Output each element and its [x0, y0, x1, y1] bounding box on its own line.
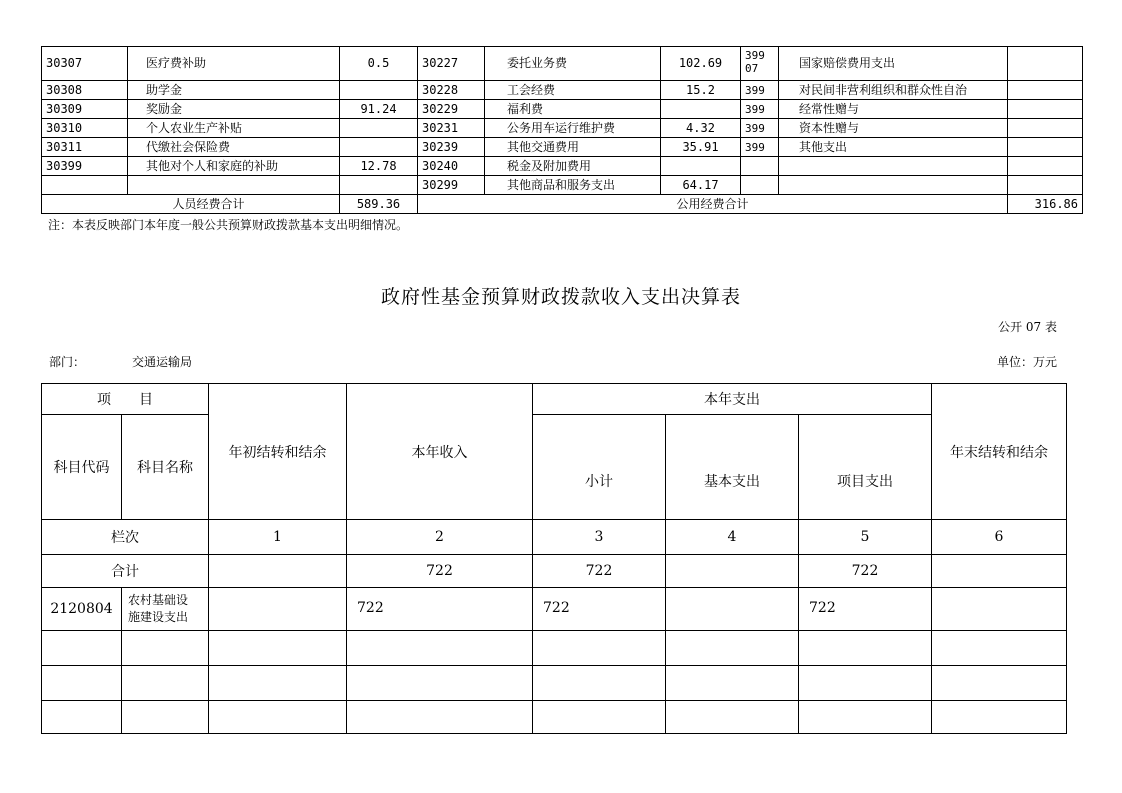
header-project: 项目支出 [799, 415, 932, 520]
header-basic: 基本支出 [666, 415, 799, 520]
public-total-label: 公用经费合计 [418, 195, 1008, 214]
amount-1 [340, 119, 418, 138]
code-3: 399 [741, 138, 779, 157]
name-2: 其他商品和服务支出 [485, 176, 661, 195]
code-2: 30228 [418, 81, 485, 100]
table-note: 注：本表反映部门本年度一般公共预算财政拨款基本支出明细情况。 [48, 218, 409, 232]
amount-2 [661, 100, 741, 119]
totals-row [42, 195, 1083, 214]
name-2: 工会经费 [485, 81, 661, 100]
empty-row [42, 666, 1067, 701]
code-3-clipped: 399 07 [745, 49, 765, 75]
form-number: 公开 07 表 [998, 320, 1057, 334]
header-spend: 本年支出 [533, 384, 932, 415]
code-1: 30308 [42, 81, 128, 100]
header-begin-balance: 年初结转和结余 [209, 384, 347, 520]
name-3 [779, 176, 1008, 195]
amount-3 [1008, 100, 1083, 119]
amount-3 [1008, 81, 1083, 100]
code-2: 30240 [418, 157, 485, 176]
name-1: 奖励金 [128, 100, 340, 119]
code-3: 399 [741, 100, 779, 119]
name-2: 其他交通费用 [485, 138, 661, 157]
name-2: 委托业务费 [485, 47, 661, 81]
amount-3 [1008, 176, 1083, 195]
table-row [42, 138, 1083, 157]
name-3: 对民间非营利组织和群众性自治 [779, 81, 1008, 100]
row-end [932, 588, 1067, 631]
name-1: 其他对个人和家庭的补助 [128, 157, 340, 176]
amount-1 [340, 138, 418, 157]
code-1: 30307 [42, 47, 128, 81]
name-1 [128, 176, 340, 195]
amount-2: 35.91 [661, 138, 741, 157]
amount-2: 4.32 [661, 119, 741, 138]
row-project: 722 [799, 588, 932, 631]
code-2: 30227 [418, 47, 485, 81]
row-name-line-2: 施建设支出 [128, 610, 189, 624]
amount-1: 0.5 [340, 47, 418, 81]
header-row-2 [42, 415, 1067, 520]
header-item: 项 目 [42, 384, 209, 415]
table-row [42, 100, 1083, 119]
amount-1 [340, 176, 418, 195]
amount-1: 12.78 [340, 157, 418, 176]
total-income: 722 [347, 555, 533, 588]
table-row [42, 47, 1083, 81]
amount-3 [1008, 138, 1083, 157]
code-3 [741, 157, 779, 176]
department-value: 交通运输局 [132, 355, 193, 369]
code-2: 30239 [418, 138, 485, 157]
code-3: 399 [741, 81, 779, 100]
name-3 [779, 157, 1008, 176]
name-2: 税金及附加费用 [485, 157, 661, 176]
col-num-5: 5 [799, 520, 932, 555]
code-2: 30299 [418, 176, 485, 195]
row-subtotal: 722 [533, 588, 666, 631]
amount-2: 64.17 [661, 176, 741, 195]
name-1: 助学金 [128, 81, 340, 100]
row-name [122, 588, 209, 631]
column-number-row [42, 520, 1067, 555]
amount-2: 102.69 [661, 47, 741, 81]
name-3: 经常性赠与 [779, 100, 1008, 119]
code-3 [741, 176, 779, 195]
col-num-label: 栏次 [42, 520, 209, 555]
personnel-total-label: 人员经费合计 [42, 195, 340, 214]
amount-2: 15.2 [661, 81, 741, 100]
table-row [42, 81, 1083, 100]
amount-3 [1008, 47, 1083, 81]
header-row-1 [42, 384, 1067, 415]
code-3: 399 [741, 119, 779, 138]
amount-1 [340, 81, 418, 100]
header-income: 本年收入 [347, 384, 533, 520]
row-code: 2120804 [42, 588, 122, 631]
table-row [42, 588, 1067, 631]
code-1: 30310 [42, 119, 128, 138]
row-name-line-1: 农村基础设 [128, 593, 189, 607]
col-num-4: 4 [666, 520, 799, 555]
code-3 [741, 47, 779, 81]
total-end [932, 555, 1067, 588]
fund-budget-table [41, 383, 1067, 734]
code-2: 30231 [418, 119, 485, 138]
amount-3 [1008, 157, 1083, 176]
name-3: 其他支出 [779, 138, 1008, 157]
basic-expenditure-detail-table [41, 46, 1083, 214]
row-begin [209, 588, 347, 631]
col-num-1: 1 [209, 520, 347, 555]
name-1: 个人农业生产补贴 [128, 119, 340, 138]
table-row [42, 176, 1083, 195]
name-3: 资本性赠与 [779, 119, 1008, 138]
page-title: 政府性基金预算财政拨款收入支出决算表 [380, 286, 741, 308]
personnel-total-value: 589.36 [340, 195, 418, 214]
empty-row [42, 631, 1067, 666]
col-num-6: 6 [932, 520, 1067, 555]
name-1: 代缴社会保险费 [128, 138, 340, 157]
total-row [42, 555, 1067, 588]
code-2: 30229 [418, 100, 485, 119]
header-subtotal: 小计 [533, 415, 666, 520]
public-total-value: 316.86 [1008, 195, 1083, 214]
header-name: 科目名称 [122, 415, 209, 520]
col-num-2: 2 [347, 520, 533, 555]
name-1: 医疗费补助 [128, 47, 340, 81]
header-code: 科目代码 [42, 415, 122, 520]
name-3: 国家赔偿费用支出 [779, 47, 1008, 81]
empty-row [42, 701, 1067, 734]
header-end-balance: 年末结转和结余 [932, 384, 1067, 520]
col-num-3: 3 [533, 520, 666, 555]
code-1: 30399 [42, 157, 128, 176]
amount-3 [1008, 119, 1083, 138]
code-1: 30311 [42, 138, 128, 157]
code-1 [42, 176, 128, 195]
code-1: 30309 [42, 100, 128, 119]
department-label: 部门： [49, 355, 86, 369]
total-subtotal: 722 [533, 555, 666, 588]
row-income: 722 [347, 588, 533, 631]
total-begin [209, 555, 347, 588]
total-project: 722 [799, 555, 932, 588]
unit-label: 单位：万元 [996, 355, 1057, 369]
amount-1: 91.24 [340, 100, 418, 119]
table-row [42, 119, 1083, 138]
row-basic [666, 588, 799, 631]
total-basic [666, 555, 799, 588]
table-row [42, 157, 1083, 176]
amount-2 [661, 157, 741, 176]
name-2: 公务用车运行维护费 [485, 119, 661, 138]
name-2: 福利费 [485, 100, 661, 119]
total-label: 合计 [42, 555, 209, 588]
